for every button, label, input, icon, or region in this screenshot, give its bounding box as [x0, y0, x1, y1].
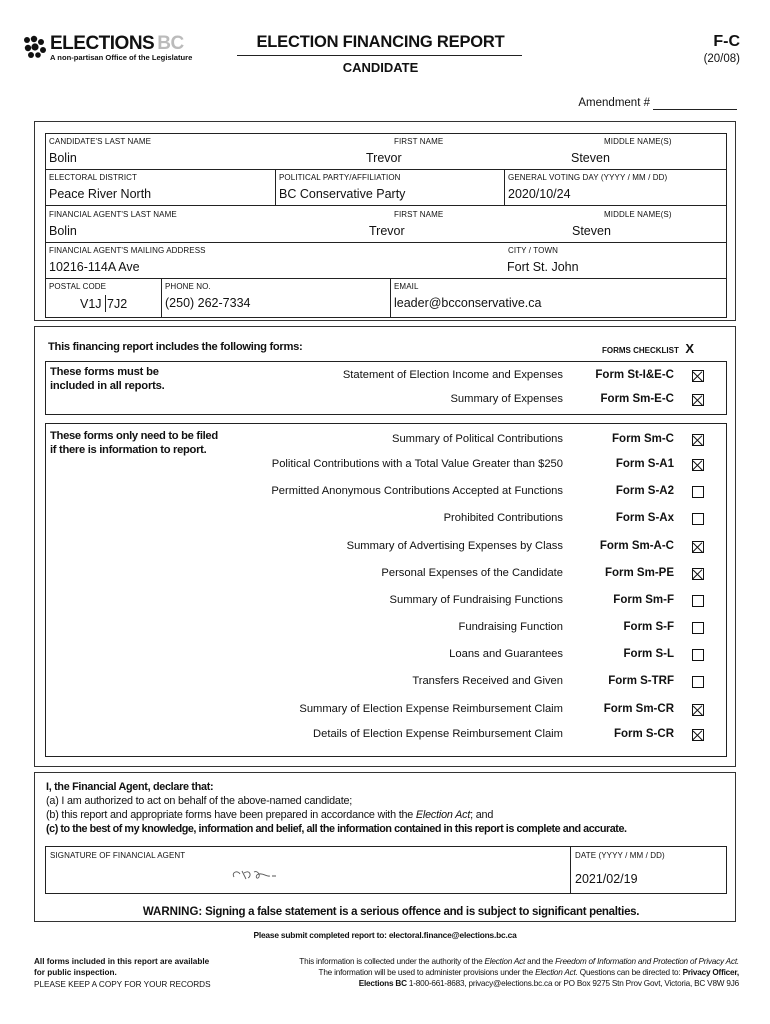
signature-scribble[interactable] — [228, 864, 298, 884]
form-description: Summary of Fundraising Functions — [389, 594, 563, 606]
public-inspection-note: All forms included in this report are available for public inspection. — [34, 957, 210, 977]
form-checkbox[interactable] — [692, 649, 704, 661]
form-description: Prohibited Contributions — [443, 512, 563, 524]
form-description: Summary of Political Contributions — [392, 433, 563, 445]
party-label: POLITICAL PARTY/AFFILIATION — [279, 173, 401, 182]
email-label: EMAIL — [394, 282, 419, 291]
amendment-label: Amendment # — [578, 97, 650, 109]
electoral-district-field[interactable]: Peace River North — [49, 187, 152, 201]
form-code: Form S-A2 — [615, 485, 674, 497]
forms-intro: This financing report includes the following forms: — [48, 341, 303, 353]
agent-address-field[interactable]: 10216-114A Ave — [49, 260, 140, 274]
electoral-district-label: ELECTORAL DISTRICT — [49, 173, 138, 182]
report-subtitle: CANDIDATE — [342, 60, 419, 75]
forms-checklist-label: FORMS CHECKLIST — [601, 346, 679, 355]
declaration-line-a: (a) I am authorized to act on behalf of the above-named candidate; — [46, 795, 353, 807]
form-description: Statement of Election Income and Expenses — [342, 369, 563, 381]
report-title: ELECTION FINANCING REPORT — [256, 33, 505, 51]
voting-day-field[interactable]: 2020/10/24 — [508, 187, 571, 201]
phone-field[interactable]: (250) 262-7334 — [165, 296, 251, 310]
privacy-notice: This information is collected under the authority of the Election Act and the Freedom of Information and Protection of Privacy Act. The information will be used to administer provisions under the Election Act. Questions can be directed to: Privacy Officer, Elections BC 1-800-661-8683, privacy@elections.bc.ca or PO Box 9275 Stn Prov Govt, Victoria, BC V8W 9J6 — [299, 957, 739, 988]
form-code: Form S-TRF — [608, 675, 674, 687]
signature-label: SIGNATURE OF FINANCIAL AGENT — [50, 851, 186, 860]
form-description: Summary of Election Expense Reimbursement Claim — [299, 703, 563, 715]
required-forms-label: These forms must be included in all reports. — [50, 366, 165, 392]
amendment-line[interactable] — [653, 109, 737, 110]
form-checkbox[interactable] — [692, 622, 704, 634]
form-version: (20/08) — [703, 53, 740, 65]
form-code: Form Sm-E-C — [600, 393, 674, 405]
form-code: Form S-F — [623, 621, 674, 633]
form-description: Permitted Anonymous Contributions Accepted at Functions — [271, 485, 563, 497]
submit-email-link[interactable]: electoral.finance@elections.bc.ca — [388, 930, 517, 940]
form-code: Form Sm-CR — [603, 703, 674, 715]
agent-first-name-label: FIRST NAME — [394, 210, 444, 219]
logo-dots-icon — [22, 35, 50, 61]
warning-text: WARNING: Signing a false statement is a serious offence and is subject to significant penalties. — [142, 906, 640, 918]
declaration-line-b: (b) this report and appropriate forms have been prepared in accordance with the Election Act; and — [46, 809, 494, 821]
form-checkbox[interactable] — [692, 513, 704, 525]
agent-last-name-field[interactable]: Bolin — [49, 224, 77, 238]
date-label: DATE (YYYY / MM / DD) — [575, 851, 665, 860]
postal-code-left-field[interactable]: V1J — [80, 297, 102, 311]
candidate-middle-name-label: MIDDLE NAME(S) — [604, 137, 672, 146]
agent-middle-name-label: MIDDLE NAME(S) — [604, 210, 672, 219]
title-underline — [237, 55, 522, 56]
agent-first-name-field[interactable]: Trevor — [369, 224, 405, 238]
form-checkbox[interactable] — [692, 729, 704, 741]
form-code: Form Sm-C — [612, 433, 674, 445]
voting-day-label: GENERAL VOTING DAY (YYYY / MM / DD) — [508, 173, 668, 182]
form-code: Form S-A1 — [615, 458, 674, 470]
form-code: Form S-CR — [613, 728, 674, 740]
form-checkbox[interactable] — [692, 704, 704, 716]
form-description: Summary of Expenses — [450, 393, 563, 405]
form-description: Transfers Received and Given — [412, 675, 563, 687]
agent-last-name-label: FINANCIAL AGENT'S LAST NAME — [49, 210, 177, 219]
elections-bc-logo — [22, 33, 192, 67]
form-checkbox[interactable] — [692, 394, 704, 406]
logo-text: ELECTIONS BC — [50, 33, 184, 54]
form-checkbox[interactable] — [692, 434, 704, 446]
form-code: Form Sm-F — [613, 594, 674, 606]
form-code: Form S-Ax — [615, 512, 674, 524]
logo-tagline: A non-partisan Office of the Legislature — [50, 53, 193, 62]
postal-code-right-field[interactable]: 7J2 — [107, 297, 128, 311]
agent-city-field[interactable]: Fort St. John — [507, 260, 579, 274]
form-description: Fundraising Function — [458, 621, 563, 633]
candidate-last-name-label: CANDIDATE'S LAST NAME — [49, 137, 152, 146]
candidate-middle-name-field[interactable]: Steven — [571, 151, 610, 165]
form-checkbox[interactable] — [692, 541, 704, 553]
agent-middle-name-field[interactable]: Steven — [572, 224, 611, 238]
candidate-first-name-label: FIRST NAME — [394, 137, 444, 146]
phone-label: PHONE NO. — [165, 282, 211, 291]
form-id: F-C — [713, 33, 740, 50]
forms-checklist-mark: X — [685, 341, 694, 356]
form-checkbox[interactable] — [692, 486, 704, 498]
form-checkbox[interactable] — [692, 459, 704, 471]
form-code: Form Sm-A-C — [599, 540, 674, 552]
form-checkbox[interactable] — [692, 370, 704, 382]
date-field[interactable]: 2021/02/19 — [575, 872, 638, 886]
form-checkbox[interactable] — [692, 568, 704, 580]
candidate-first-name-field[interactable]: Trevor — [366, 151, 402, 165]
postal-code-label: POSTAL CODE — [49, 282, 107, 291]
form-description: Details of Election Expense Reimbursement Claim — [313, 728, 563, 740]
declaration-heading: I, the Financial Agent, declare that: — [46, 781, 214, 793]
form-code: Form Sm-PE — [604, 567, 674, 579]
form-description: Loans and Guarantees — [449, 648, 563, 660]
form-checkbox[interactable] — [692, 595, 704, 607]
postal-code-divider — [105, 295, 106, 312]
form-checkbox[interactable] — [692, 676, 704, 688]
forms-checklist-header — [560, 340, 694, 358]
form-description: Political Contributions with a Total Value Greater than $250 — [271, 458, 563, 470]
agent-address-label: FINANCIAL AGENT'S MAILING ADDRESS — [49, 246, 206, 255]
form-code: Form S-L — [623, 648, 674, 660]
form-description: Summary of Advertising Expenses by Class — [346, 540, 563, 552]
email-field[interactable]: leader@bcconservative.ca — [394, 296, 542, 310]
agent-city-label: CITY / TOWN — [508, 246, 558, 255]
form-code: Form St-I&E-C — [595, 369, 674, 381]
keep-copy-note: PLEASE KEEP A COPY FOR YOUR RECORDS — [34, 980, 211, 989]
declaration-line-c: (c) to the best of my knowledge, information and belief, all the information contained in this report is complete and accurate. — [46, 823, 627, 835]
optional-forms-label: These forms only need to be filed if there is information to report. — [50, 430, 218, 456]
party-field[interactable]: BC Conservative Party — [279, 187, 406, 201]
form-description: Personal Expenses of the Candidate — [381, 567, 563, 579]
submit-instructions: Please submit completed report to: electoral.finance@elections.bc.ca — [253, 930, 517, 940]
candidate-last-name-field[interactable]: Bolin — [49, 151, 77, 165]
